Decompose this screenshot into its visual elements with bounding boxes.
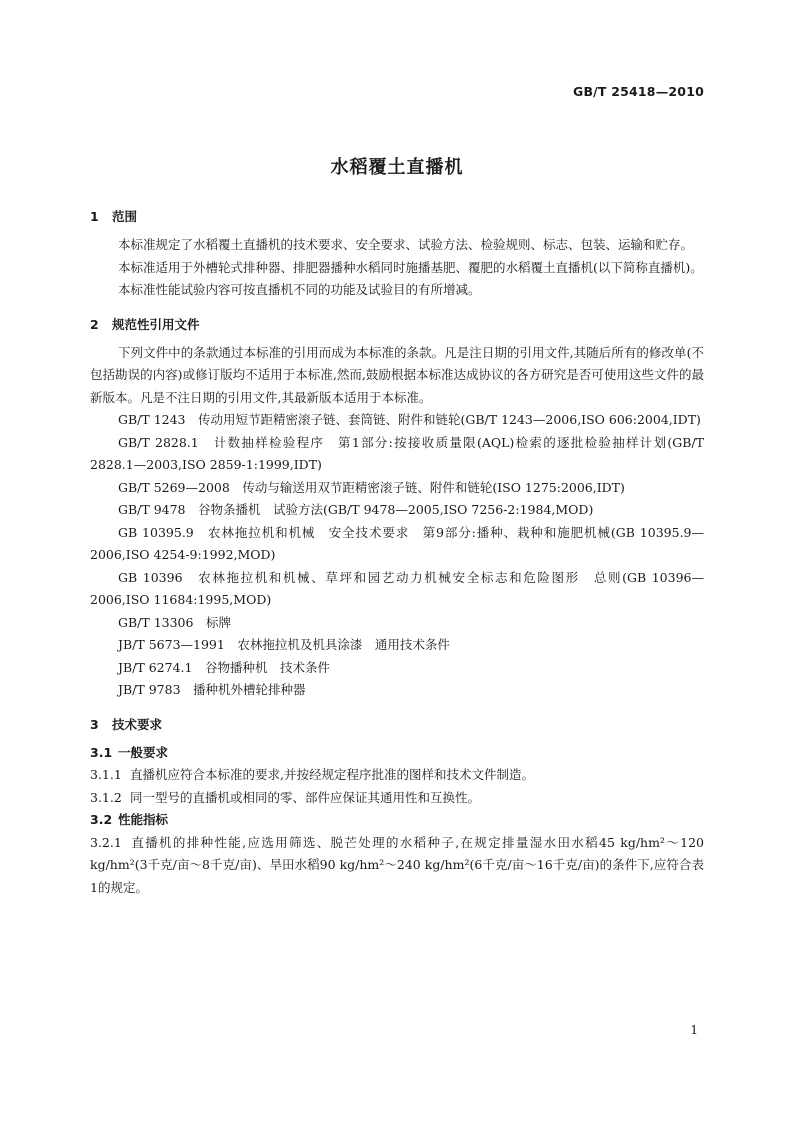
clause-number: 3.2.1 bbox=[90, 834, 122, 850]
reference-item: GB 10395.9 农林拖拉机和机械 安全技术要求 第9部分:播种、栽种和施肥机械(GB 10395.9—2006,ISO 4254-9:1992,MOD) bbox=[90, 524, 704, 562]
subsection-title: 性能指标 bbox=[118, 812, 169, 827]
subsection-number: 3.2 bbox=[90, 812, 113, 827]
subsection-heading bbox=[90, 809, 704, 832]
page-number: 1 bbox=[690, 1023, 698, 1037]
reference-item: JB/T 5673—1991 农林拖拉机及机具涂漆 通用技术条件 bbox=[118, 637, 450, 652]
reference-item: GB/T 5269—2008 传动与输送用双节距精密滚子链、附件和链轮(ISO 1275:2006,IDT) bbox=[118, 479, 625, 495]
reference-item: GB/T 2828.1 计数抽样检验程序 第1部分:按接收质量限(AQL)检索的逐批检验抽样计划(GB/T 2828.1—2003,ISO 2859-1:1999,IDT) bbox=[90, 434, 704, 472]
section-title: 范围 bbox=[112, 209, 138, 224]
reference-item: GB/T 1243 传动用短节距精密滚子链、套筒链、附件和链轮(GB/T 1243—2006,ISO 606:2004,IDT) bbox=[118, 412, 701, 427]
section-number: 2 bbox=[90, 316, 99, 332]
subsection-number: 3.1 bbox=[90, 744, 113, 760]
clause-text: 同一型号的直播机或相同的零、部件应保证其通用性和互换性。 bbox=[130, 789, 481, 805]
reference-item: GB/T 9478 谷物条播机 试验方法(GB/T 9478—2005,ISO 7256-2:1984,MOD) bbox=[118, 502, 594, 517]
section-2-heading bbox=[90, 316, 704, 334]
section-1-heading bbox=[90, 208, 704, 226]
document-body bbox=[90, 208, 704, 899]
clause bbox=[90, 787, 704, 810]
subsection-title: 一般要求 bbox=[118, 744, 169, 760]
clause-text: 直播机的排种性能,应选用筛选、脱芒处理的水稻种子,在规定排量湿水田水稻45 kg/hm²～120 kg/hm²(3千克/亩～8千克/亩)、旱田水稻90 kg/hm²～240 kg/hm²(6千克/亩～16千克/亩)的条件下,应符合表1的规定。 bbox=[90, 834, 704, 895]
document-title: 水稻覆土直播机 bbox=[330, 157, 464, 178]
paragraph: 本标准适用于外槽轮式排种器、排肥器播种水稻同时施播基肥、覆肥的水稻覆土直播机(以下简称直播机)。 bbox=[118, 259, 703, 275]
reference-item: JB/T 6274.1 谷物播种机 技术条件 bbox=[118, 659, 330, 675]
clause-number: 3.1.2 bbox=[90, 789, 122, 805]
section-3-heading bbox=[90, 716, 704, 734]
standard-number: GB/T 25418—2010 bbox=[572, 84, 704, 99]
reference-item: JB/T 9783 播种机外槽轮排种器 bbox=[118, 682, 306, 697]
paragraph: 本标准规定了水稻覆土直播机的技术要求、安全要求、试验方法、检验规则、标志、包装、运输和贮存。 bbox=[118, 237, 694, 252]
clause bbox=[90, 764, 704, 787]
reference-item: GB/T 13306 标牌 bbox=[118, 614, 231, 630]
paragraph: 下列文件中的条款通过本标准的引用而成为本标准的条款。凡是注日期的引用文件,其随后所有的修改单(不包括勘误的内容)或修订版均不适用于本标准,然而,鼓励根据本标准达成协议的各方研究是否可使用这些文件的最新版本。凡是不注日期的引用文件,其最新版本适用于本标准。 bbox=[90, 344, 704, 405]
subsection-heading bbox=[90, 742, 704, 765]
section-title: 技术要求 bbox=[112, 716, 163, 732]
clause-number: 3.1.1 bbox=[90, 767, 122, 782]
clause-text: 直播机应符合本标准的要求,并按经规定程序批准的图样和技术文件制造。 bbox=[130, 767, 534, 782]
section-number: 1 bbox=[90, 209, 99, 224]
reference-item: GB 10396 农林拖拉机和机械、草坪和园艺动力机械安全标志和危险图形 总则(GB 10396—2006,ISO 11684:1995,MOD) bbox=[90, 569, 704, 607]
section-title: 规范性引用文件 bbox=[112, 316, 200, 332]
section-number: 3 bbox=[90, 716, 99, 732]
clause bbox=[90, 832, 704, 900]
paragraph: 本标准性能试验内容可按直播机不同的功能及试验目的有所增减。 bbox=[118, 282, 481, 297]
